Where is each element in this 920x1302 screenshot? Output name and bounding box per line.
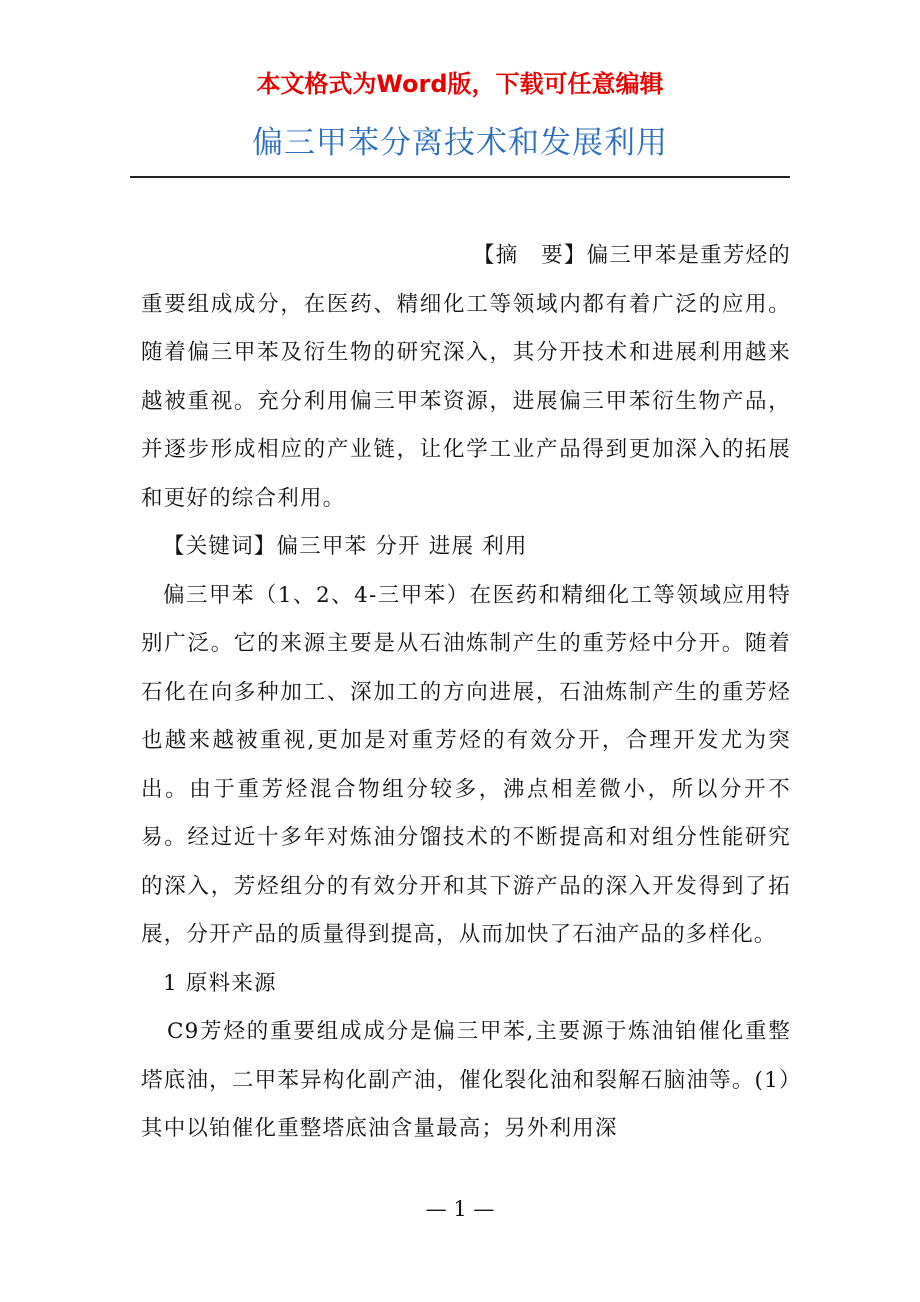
keywords-paragraph: 【关键词】偏三甲苯 分开 进展 利用 [163,534,528,559]
download-banner: 本文格式为Word版，下载可任意编辑 [256,70,664,98]
document-body [141,232,791,1154]
intro-paragraph: 偏三甲苯（1、2、4-三甲苯）在医药和精细化工等领域应用特别广泛。它的来源主要是从石油炼制产生的重芳烃中分开。随着石化在向多种加工、深加工的方向进展，石油炼制产生的重芳烃也越来越被重视,更加是对重芳烃的有效分开，合理开发尤为突出。由于重芳烃混合物组分较多，沸点相差微小，所以分开不易。经过近十多年对炼油分馏技术的不断提高和对组分性能研究的深入，芳烃组分的有效分开和其下游产品的深入开发得到了拓展，分开产品的质量得到提高，从而加快了石油产品的多样化。 [141,582,791,947]
page-number: — 1 — [425,1197,495,1221]
document-title: 偏三甲苯分离技术和发展利用 [252,125,668,161]
title-divider [130,176,790,178]
section-heading: 1 原料来源 [163,970,277,996]
abstract-paragraph: 【摘 要】偏三甲苯是重芳烃的重要组成成分，在医药、精细化工等领域内都有着广泛的应用。随着偏三甲苯及衍生物的研究深入，其分开技术和进展利用越来越被重视。充分利用偏三甲苯资源，进展偏三甲苯衍生物产品，并逐步形成相应的产业链，让化学工业产品得到更加深入的拓展和更好的综合利用。 [141,243,791,511]
section-paragraph: C9芳烃的重要组成成分是偏三甲苯,主要源于炼油铂催化重整塔底油，二甲苯异构化副产油，催化裂化油和裂解石脑油等。(1）其中以铂催化重整塔底油含量最高；另外利用深 [141,1019,791,1141]
